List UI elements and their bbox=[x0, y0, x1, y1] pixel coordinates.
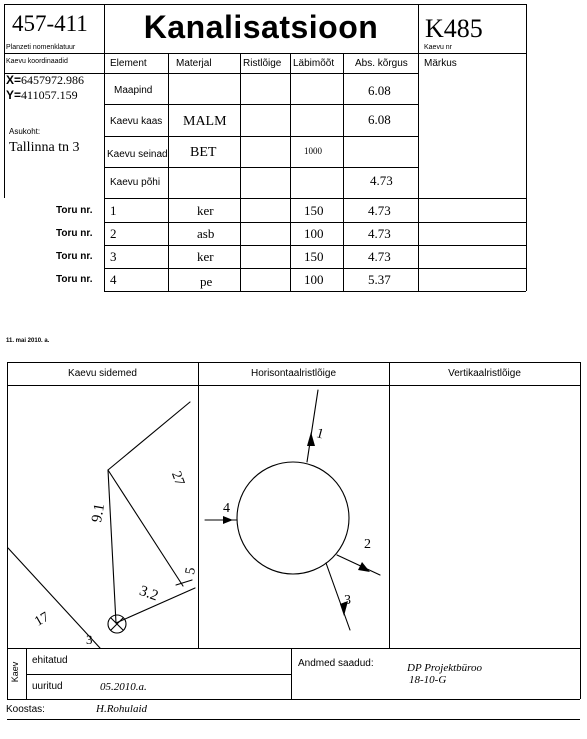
header-material: Materjal bbox=[176, 58, 212, 69]
date-note: 11. mai 2010. a. bbox=[6, 338, 50, 344]
pipe-material: pe bbox=[200, 274, 213, 289]
pipe-label: Toru nr. bbox=[56, 251, 93, 262]
built-label: ehitatud bbox=[32, 655, 68, 666]
coords-label: Kaevu koordinaadid bbox=[6, 58, 68, 65]
pipe-elevation: 4.73 bbox=[368, 249, 391, 264]
panel-title-vertical: Vertikaalristlõige bbox=[448, 368, 521, 379]
arrow-icon bbox=[358, 562, 370, 572]
pipe-label: Toru nr. bbox=[56, 228, 93, 239]
data-source-code: 18-10-G bbox=[409, 674, 447, 686]
pipe-material: ker bbox=[197, 249, 214, 264]
connection-line bbox=[108, 470, 183, 586]
pipe-material: asb bbox=[197, 226, 215, 241]
inspected-label: uuritud bbox=[32, 681, 63, 692]
pipe-diameter: 100 bbox=[304, 226, 324, 241]
row-element: Kaevu põhi bbox=[110, 177, 161, 188]
header-remarks: Märkus bbox=[424, 58, 457, 69]
row-element: Kaevu kaas bbox=[110, 116, 163, 127]
dim-label: 3 bbox=[86, 632, 93, 647]
pipe-line bbox=[307, 390, 318, 462]
pipe-diameter: 150 bbox=[304, 249, 324, 264]
pipe-number: 1 bbox=[110, 203, 117, 218]
pipe-number: 3 bbox=[110, 249, 117, 264]
header-diameter: Läbimõõt bbox=[293, 58, 335, 69]
pipe-elevation: 4.73 bbox=[368, 203, 391, 218]
coord-x: X=6457972.986 bbox=[6, 73, 85, 87]
pipe-diameter: 150 bbox=[304, 203, 324, 218]
panel-title-horizontal: Horisontaalristlõige bbox=[250, 368, 337, 379]
row-material: BET bbox=[190, 145, 217, 160]
data-source-value: DP Projektbüroo bbox=[407, 662, 483, 674]
nomenclature-label: Planzeti nomenklatuur bbox=[6, 44, 76, 51]
pipe-label: 2 bbox=[364, 537, 371, 552]
header-section: Ristlõige bbox=[243, 58, 282, 69]
pipe-number: 4 bbox=[110, 272, 117, 287]
dim-label: 17 bbox=[32, 609, 52, 630]
pipe-label: 4 bbox=[223, 501, 230, 516]
pipe-elevation: 5.37 bbox=[368, 272, 391, 287]
nomenclature-value: 457-411 bbox=[12, 11, 88, 36]
arrow-icon bbox=[223, 516, 233, 524]
row-element: Kaevu seinad bbox=[107, 149, 168, 160]
dim-label: 3.2 bbox=[137, 582, 161, 605]
pipe-line bbox=[337, 555, 380, 575]
compiled-label: Koostas: bbox=[6, 704, 45, 715]
arrow-icon bbox=[307, 432, 315, 446]
connection-line bbox=[108, 470, 116, 623]
header-elevation: Abs. kõrgus bbox=[355, 58, 408, 69]
pipe-diameter: 100 bbox=[304, 272, 324, 287]
dim-label: 9.1 bbox=[89, 502, 109, 524]
compiled-value: H.Rohulaid bbox=[96, 703, 148, 715]
row-elevation: 4.73 bbox=[370, 173, 393, 188]
pipe-label: Toru nr. bbox=[56, 205, 93, 216]
pipe-material: ker bbox=[197, 203, 214, 218]
page-title: Kanalisatsioon bbox=[143, 9, 379, 45]
row-material: MALM bbox=[183, 114, 227, 129]
well-number-label: Kaevu nr bbox=[424, 44, 453, 51]
dim-label: 27 bbox=[167, 469, 187, 488]
location-value: Tallinna tn 3 bbox=[9, 140, 80, 155]
row-element: Maapind bbox=[114, 85, 153, 96]
row-diameter: 1000 bbox=[304, 146, 322, 156]
well-number: K485 bbox=[425, 14, 483, 43]
pipe-label: Toru nr. bbox=[56, 274, 93, 285]
pipe-number: 2 bbox=[110, 226, 117, 241]
well-circle bbox=[237, 462, 349, 574]
connection-line bbox=[108, 402, 190, 470]
pipe-label: 3 bbox=[344, 593, 351, 608]
pipe-elevation: 4.73 bbox=[368, 226, 391, 241]
dim-label: 5 bbox=[183, 566, 200, 576]
inspected-value: 05.2010.a. bbox=[100, 681, 147, 693]
header-element: Element bbox=[110, 58, 147, 69]
location-label: Asukoht: bbox=[9, 127, 41, 136]
panel-title-connections: Kaevu sidemed bbox=[68, 368, 137, 379]
data-source-label: Andmed saadud: bbox=[298, 658, 374, 669]
coord-y: Y=411057.159 bbox=[6, 88, 78, 102]
footer-side-label: Kaev bbox=[10, 661, 20, 683]
row-elevation: 6.08 bbox=[368, 83, 391, 98]
pipe-label: 1 bbox=[314, 426, 326, 443]
row-elevation: 6.08 bbox=[368, 112, 391, 127]
